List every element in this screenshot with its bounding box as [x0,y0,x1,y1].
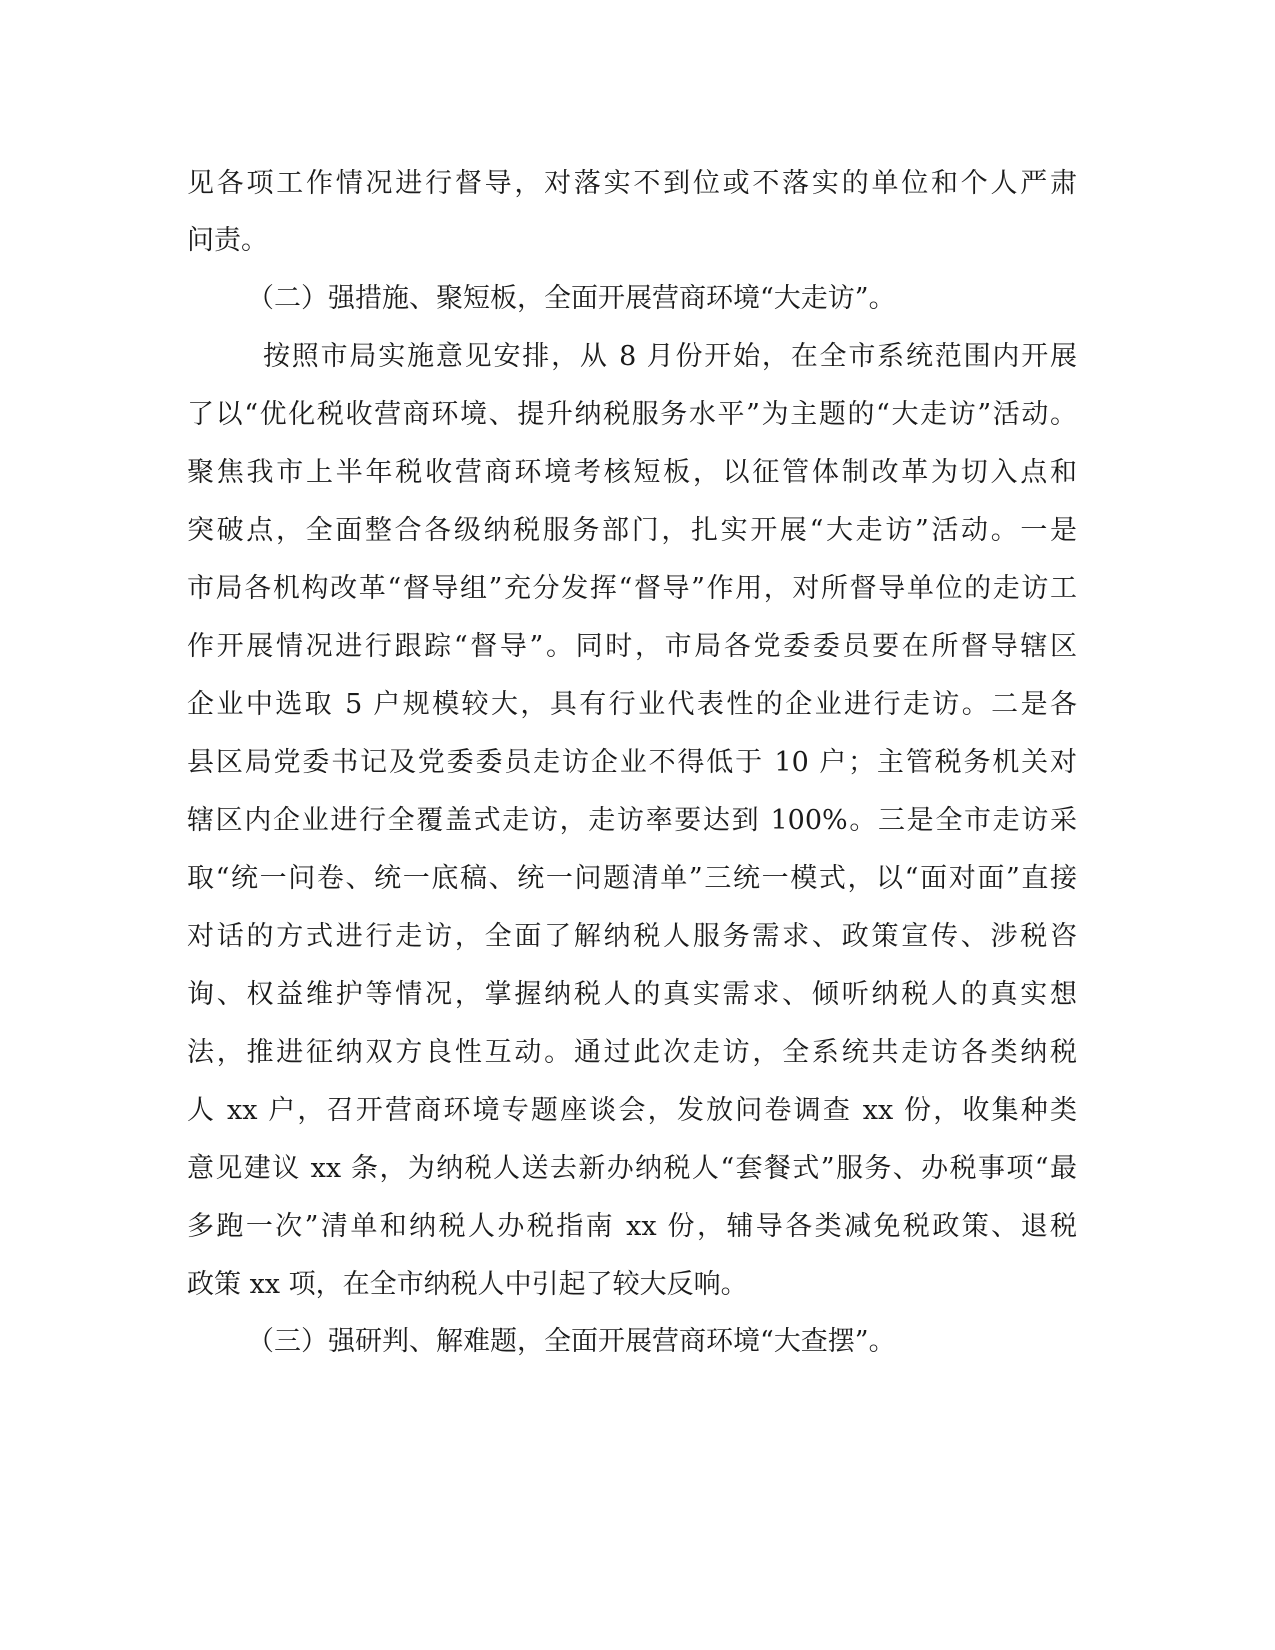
paragraph-line: 市局各机构改革“督导组”充分发挥“督导”作用，对所督导单位的走访工 [187,573,1077,604]
paragraph-line: 聚焦我市上半年税收营商环境考核短板，以征管体制改革为切入点和 [187,457,1077,488]
paragraph-line: 突破点，全面整合各级纳税服务部门，扎实开展“大走访”活动。一是 [187,515,1077,546]
paragraph-line: 作开展情况进行跟踪“督导”。同时，市局各党委委员要在所督导辖区 [187,631,1077,662]
section-heading-3: （三）强研判、解难题，全面开展营商环境“大查摆”。 [247,1326,896,1357]
paragraph-line: 多跑一次”清单和纳税人办税指南 xx 份，辅导各类减免税政策、退税 [187,1211,1077,1242]
paragraph-line: 见各项工作情况进行督导，对落实不到位或不落实的单位和个人严肃 [187,168,1077,199]
paragraph-line: 取“统一问卷、统一底稿、统一问题清单”三统一模式，以“面对面”直接 [187,863,1077,894]
paragraph-line: 意见建议 xx 条，为纳税人送去新办纳税人“套餐式”服务、办税事项“最 [187,1153,1077,1184]
paragraph-line: 法，推进征纳双方良性互动。通过此次走访，全系统共走访各类纳税 [187,1037,1077,1068]
paragraph-line: 按照市局实施意见安排，从 8 月份开始，在全市系统范围内开展 [263,341,1077,372]
paragraph-line: 县区局党委书记及党委委员走访企业不得低于 10 户；主管税务机关对 [187,747,1077,778]
paragraph-line: 问责。 [187,225,268,256]
paragraph-line: 企业中选取 5 户规模较大，具有行业代表性的企业进行走访。二是各 [187,689,1077,720]
paragraph-line: 询、权益维护等情况，掌握纳税人的真实需求、倾听纳税人的真实想 [187,979,1077,1010]
paragraph-line: 辖区内企业进行全覆盖式走访，走访率要达到 100%。三是全市走访采 [187,805,1077,836]
paragraph-line: 了以“优化税收营商环境、提升纳税服务水平”为主题的“大走访”活动。 [187,399,1077,430]
paragraph-line: 对话的方式进行走访，全面了解纳税人服务需求、政策宣传、涉税咨 [187,921,1077,952]
paragraph-line: 人 xx 户，召开营商环境专题座谈会，发放问卷调查 xx 份，收集种类 [187,1095,1077,1126]
section-heading-2: （二）强措施、聚短板，全面开展营商环境“大走访”。 [247,283,896,314]
paragraph-line: 政策 xx 项，在全市纳税人中引起了较大反响。 [187,1269,748,1300]
